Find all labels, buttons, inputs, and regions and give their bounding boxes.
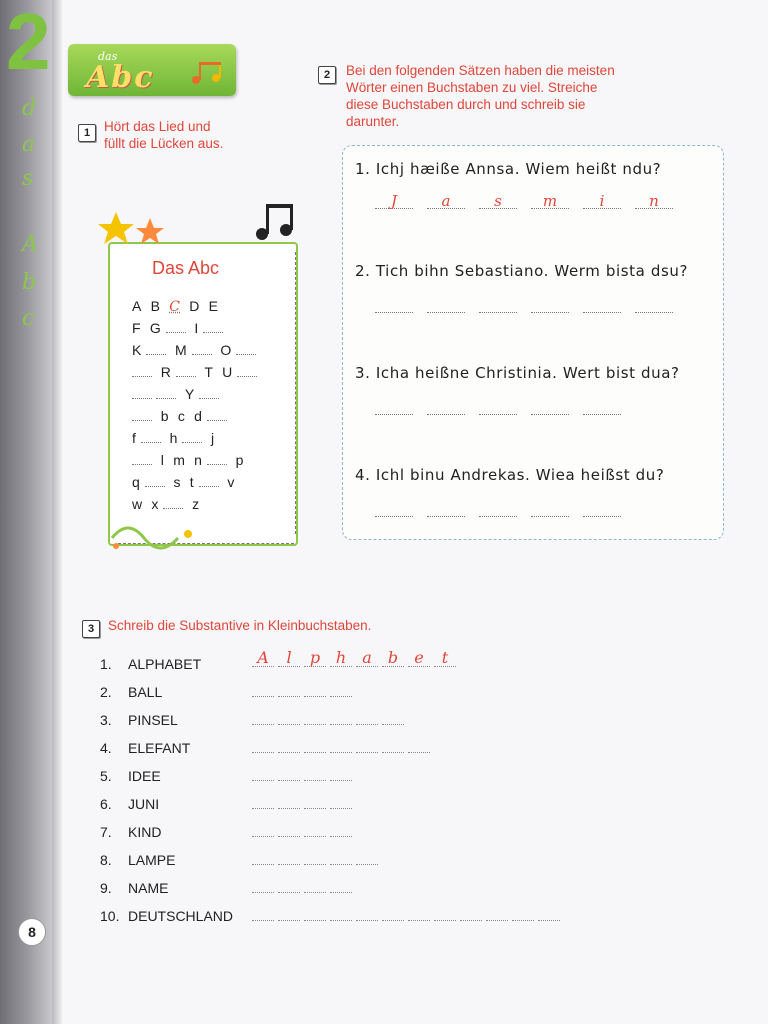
- abc-letter: A: [132, 298, 142, 314]
- abc-song-box: [108, 222, 298, 544]
- answer-blank[interactable]: [427, 296, 465, 313]
- exercise-2-title-line: Bei den folgenden Sätzen haben die meisten: [346, 63, 615, 78]
- abc-letter: n: [194, 452, 203, 468]
- list-number: 6.: [100, 796, 112, 812]
- list-number: 10.: [100, 908, 120, 924]
- answer-line-7[interactable]: [252, 822, 352, 836]
- music-note-icon: [248, 200, 304, 248]
- abc-row: [132, 320, 223, 336]
- side-band-edge: [52, 0, 62, 1024]
- answer-line-10[interactable]: [252, 906, 560, 920]
- list-word: JUNI: [128, 796, 160, 812]
- answer-blank: [278, 906, 300, 921]
- sentence-2: 2. Tich bihn Sebastiano. Werm bista dsu?: [355, 262, 689, 280]
- abc-gap: [163, 508, 183, 509]
- answer-blank[interactable]: [583, 398, 621, 415]
- abc-letter: c: [177, 408, 186, 424]
- answer-blank: [252, 906, 274, 921]
- abc-letter: f: [132, 430, 137, 446]
- answer-blank: [278, 794, 300, 809]
- answer-letter: A: [252, 652, 274, 667]
- list-number: 4.: [100, 740, 112, 756]
- answer-blank: [252, 850, 274, 865]
- abc-gap: [141, 442, 161, 443]
- abc-filled-letter: C: [169, 299, 181, 315]
- side-letter: A: [22, 232, 38, 257]
- answer-blank[interactable]: [583, 500, 621, 517]
- answer-blank: [278, 710, 300, 725]
- answer-blank: [382, 738, 404, 753]
- music-notes-icon: [186, 58, 232, 88]
- answer-line-9[interactable]: [252, 878, 352, 892]
- exercise-1-number: 1: [78, 124, 96, 142]
- answer-blank[interactable]: J: [375, 192, 413, 209]
- answer-blank[interactable]: [375, 296, 413, 313]
- answer-blank[interactable]: [479, 500, 517, 517]
- abc-gap: [132, 376, 152, 377]
- sentence-3: 3. Icha heißne Christinia. Wert bist dua?: [355, 364, 680, 382]
- answer-blank: [278, 738, 300, 753]
- answer-blank[interactable]: i: [583, 192, 621, 209]
- abc-letter: M: [175, 342, 188, 358]
- abc-letter: K: [132, 342, 142, 358]
- answer-line-4[interactable]: [252, 738, 430, 752]
- abc-row: [132, 408, 227, 424]
- list-number: 3.: [100, 712, 112, 728]
- answer-blank: [356, 906, 378, 921]
- list-item: [100, 796, 159, 812]
- exercise-3-title: Schreib die Substantive in Kleinbuchstaben.: [108, 618, 372, 633]
- abc-letter: h: [169, 430, 178, 446]
- answer-blank: [278, 850, 300, 865]
- answer-blank[interactable]: [479, 296, 517, 313]
- list-item: [100, 852, 175, 868]
- unit-number: 2: [6, 0, 51, 86]
- abc-row: [132, 452, 244, 468]
- abc-gap: [132, 398, 152, 399]
- answer-blank[interactable]: [427, 500, 465, 517]
- abc-letter: I: [194, 320, 199, 336]
- abc-letter: t: [189, 474, 195, 490]
- answer-line-3[interactable]: [252, 710, 404, 724]
- answer-line-8[interactable]: [252, 850, 378, 864]
- abc-dashed-edge: [295, 252, 296, 534]
- sentence-4: 4. Ichl binu Andrekas. Wiea heißst du?: [355, 466, 665, 484]
- answer-blanks-2: [375, 296, 673, 313]
- abc-letter: v: [227, 474, 235, 490]
- abc-row: [132, 298, 219, 315]
- abc-gap: [237, 376, 257, 377]
- answer-blank: [278, 822, 300, 837]
- abc-gap: [203, 332, 223, 333]
- exercise-2-title-line: diese Buchstaben durch und schreib sie: [346, 97, 586, 112]
- abc-letter: E: [208, 298, 219, 314]
- abc-gap: [132, 464, 152, 465]
- list-item: [100, 880, 168, 896]
- answer-blank: [512, 906, 534, 921]
- page-number: 8: [18, 918, 46, 946]
- answer-blank: [382, 906, 404, 921]
- abc-title: Das Abc: [152, 258, 220, 278]
- answer-blank[interactable]: n: [635, 192, 673, 209]
- abc-letter: d: [194, 408, 203, 424]
- answer-blank: [330, 682, 352, 697]
- answer-blank: [252, 794, 274, 809]
- abc-letter: B: [150, 298, 161, 314]
- answer-blank: [252, 766, 274, 781]
- decorative-stars-icon: [96, 208, 176, 256]
- answer-blanks-4: [375, 500, 621, 517]
- answer-blank: [330, 850, 352, 865]
- list-number: 2.: [100, 684, 112, 700]
- decorative-swirl-icon: [108, 518, 198, 554]
- abc-letter: z: [192, 496, 200, 512]
- abc-gap: [132, 420, 152, 421]
- answer-blank: [408, 738, 430, 753]
- answer-blank[interactable]: [583, 296, 621, 313]
- list-word: LAMPE: [128, 852, 176, 868]
- list-number: 8.: [100, 852, 112, 868]
- abc-gap: [199, 398, 219, 399]
- side-letter: c: [22, 306, 35, 331]
- answer-blank: [434, 906, 456, 921]
- abc-gap: [166, 332, 186, 333]
- abc-letter: x: [151, 496, 159, 512]
- abc-letter: s: [173, 474, 181, 490]
- answer-blank: [330, 906, 352, 921]
- answer-letter: a: [356, 652, 378, 667]
- abc-letter: p: [235, 452, 244, 468]
- answer-line-2[interactable]: [252, 682, 352, 696]
- answer-blank: [330, 738, 352, 753]
- answer-letter: e: [408, 652, 430, 667]
- abc-letter: R: [160, 364, 172, 380]
- abc-letter: m: [173, 452, 186, 468]
- answer-blank: [356, 738, 378, 753]
- abc-gap: [145, 486, 165, 487]
- list-word: BALL: [128, 684, 163, 700]
- abc-row: [132, 496, 200, 512]
- answer-letter: p: [304, 652, 326, 667]
- answer-letter: b: [382, 652, 404, 667]
- list-word: DEUTSCHLAND: [128, 908, 234, 924]
- list-item: [100, 684, 162, 700]
- answer-blank: [252, 682, 274, 697]
- answer-blank[interactable]: [479, 398, 517, 415]
- answer-blank[interactable]: s: [479, 192, 517, 209]
- abc-row: [132, 386, 219, 402]
- list-item: [100, 908, 233, 924]
- list-item: [100, 824, 161, 840]
- answer-blank: [252, 738, 274, 753]
- list-word: ELEFANT: [128, 740, 191, 756]
- abc-letter: b: [160, 408, 170, 424]
- side-letter: a: [22, 132, 36, 157]
- abc-row: [132, 430, 215, 446]
- answer-blank: [330, 822, 352, 837]
- exercise-2-number: 2: [318, 66, 336, 84]
- abc-gap: [207, 464, 227, 465]
- answer-line-6[interactable]: [252, 794, 352, 808]
- list-word: KIND: [128, 824, 162, 840]
- answer-blank: [252, 710, 274, 725]
- sentence-1: 1. Ichj hæiße Annsa. Wiem heißt ndu?: [355, 160, 662, 178]
- exercise-1-title: [104, 118, 223, 152]
- exercise-2-box: [342, 145, 724, 540]
- abc-letter: Y: [184, 386, 195, 402]
- answer-blank: [278, 878, 300, 893]
- answer-blank: [304, 822, 326, 837]
- answer-blank: [304, 906, 326, 921]
- list-word: NAME: [128, 880, 169, 896]
- answer-letter: l: [278, 652, 300, 667]
- answer-blank: [252, 822, 274, 837]
- abc-row: [132, 474, 235, 490]
- list-item: [100, 712, 178, 728]
- answer-blank[interactable]: [531, 500, 569, 517]
- exercise-2-title: [346, 62, 615, 130]
- abc-gap: [156, 398, 176, 399]
- answer-blank: [330, 766, 352, 781]
- answer-letter: h: [330, 652, 352, 667]
- answer-blank[interactable]: [375, 500, 413, 517]
- list-item: [100, 656, 201, 672]
- answer-blank: [460, 906, 482, 921]
- banner-title: Abc: [86, 60, 155, 95]
- abc-letter: T: [204, 364, 214, 380]
- banner-small-text: das: [98, 50, 118, 63]
- exercise-2-title-line: darunter.: [346, 114, 400, 129]
- answer-blank: [304, 794, 326, 809]
- abc-gap: [236, 354, 256, 355]
- answer-blank: [356, 850, 378, 865]
- list-item: [100, 740, 190, 756]
- abc-gap: [199, 486, 219, 487]
- list-word: IDEE: [128, 768, 161, 784]
- answer-blank[interactable]: [635, 296, 673, 313]
- abc-letter: D: [189, 298, 200, 314]
- answer-blank[interactable]: [375, 398, 413, 415]
- answer-blank: [408, 906, 430, 921]
- side-letter: b: [22, 270, 37, 295]
- answer-line-1[interactable]: [252, 648, 456, 667]
- answer-blank[interactable]: a: [427, 192, 465, 209]
- abc-letter: G: [149, 320, 162, 336]
- list-item: [100, 768, 161, 784]
- answer-blank[interactable]: [531, 296, 569, 313]
- abc-gap: [207, 420, 227, 421]
- answer-blank: [304, 682, 326, 697]
- abc-letter: j: [211, 430, 215, 446]
- answer-letter: t: [434, 652, 456, 667]
- list-word: ALPHABET: [128, 656, 202, 672]
- answer-blank: [330, 710, 352, 725]
- answer-blank: [538, 906, 560, 921]
- abc-letter: U: [222, 364, 233, 380]
- abc-gap: [182, 442, 202, 443]
- answer-blank[interactable]: [531, 398, 569, 415]
- exercise-1-title-line: Hört das Lied und: [104, 119, 211, 134]
- answer-blank: [382, 710, 404, 725]
- answer-blank: [304, 766, 326, 781]
- abc-row: [132, 342, 256, 358]
- answer-blank: [330, 878, 352, 893]
- abc-row: [132, 364, 257, 380]
- list-number: 5.: [100, 768, 112, 784]
- abc-letter: F: [132, 320, 142, 336]
- abc-gap: [176, 376, 196, 377]
- abc-letter: q: [132, 474, 141, 490]
- answer-blank: [356, 710, 378, 725]
- answer-blank: [304, 878, 326, 893]
- side-letter: s: [22, 166, 34, 191]
- answer-line-5[interactable]: [252, 766, 352, 780]
- answer-blank: [304, 850, 326, 865]
- answer-blank: [330, 794, 352, 809]
- abc-letter: O: [220, 342, 232, 358]
- answer-blank: [278, 682, 300, 697]
- answer-blanks-3: [375, 398, 621, 415]
- list-number: 7.: [100, 824, 112, 840]
- answer-blanks-1: [375, 192, 673, 209]
- list-number: 9.: [100, 880, 112, 896]
- side-letter: d: [22, 96, 37, 121]
- answer-blank: [278, 766, 300, 781]
- exercise-2-title-line: Wörter einen Buchstaben zu viel. Streiche: [346, 80, 598, 95]
- answer-blank: [486, 906, 508, 921]
- exercise-1-title-line: füllt die Lücken aus.: [104, 136, 224, 151]
- answer-blank[interactable]: [427, 398, 465, 415]
- answer-blank: [304, 710, 326, 725]
- abc-gap: [146, 354, 166, 355]
- exercise-3-number: 3: [82, 620, 100, 638]
- unit-banner: [68, 44, 236, 96]
- abc-letter: w: [132, 496, 143, 512]
- abc-letter: l: [160, 452, 165, 468]
- abc-gap: [192, 354, 212, 355]
- answer-blank: [304, 738, 326, 753]
- list-number: 1.: [100, 656, 112, 672]
- answer-blank[interactable]: m: [531, 192, 569, 209]
- answer-blank: [252, 878, 274, 893]
- list-word: PINSEL: [128, 712, 178, 728]
